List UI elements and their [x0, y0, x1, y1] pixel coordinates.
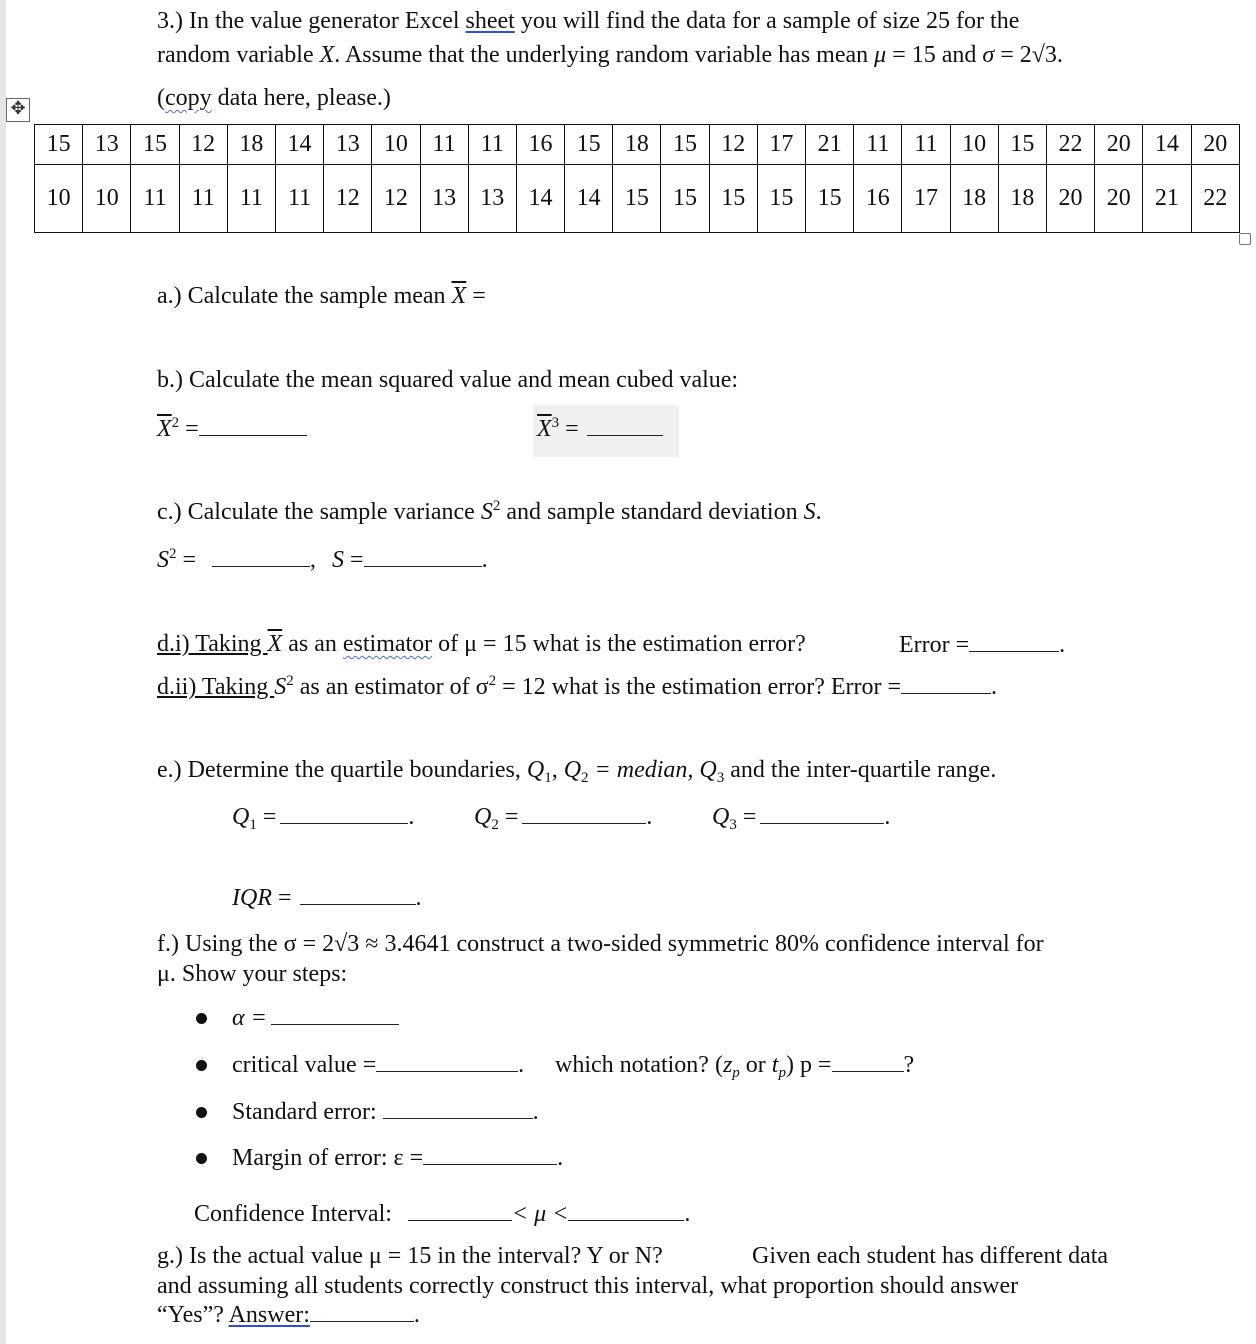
d-i-error: Error = . [899, 629, 1065, 660]
table-cell[interactable]: 20 [1095, 165, 1143, 233]
part-a: a.) Calculate the sample mean $\overline{X}$ = [157, 283, 486, 309]
margin-of-error-blank[interactable] [423, 1142, 557, 1165]
sheet-link[interactable]: sheet [465, 8, 515, 34]
alpha-blank[interactable] [271, 1002, 399, 1025]
table-cell[interactable]: 15 [998, 125, 1046, 165]
q2-field: $Q_2$ = . [474, 801, 652, 832]
table-cell[interactable]: 21 [806, 125, 854, 165]
table-cell[interactable]: 11 [179, 165, 227, 233]
table-cell[interactable]: 15 [35, 125, 83, 165]
part-g-line-3: “Yes”? Answer: . [157, 1299, 420, 1330]
q3-blank[interactable] [760, 801, 884, 824]
standard-error-blank[interactable] [383, 1096, 533, 1119]
table-cell[interactable]: 15 [565, 125, 613, 165]
table-cell[interactable]: 12 [179, 125, 227, 165]
copy-word: copy [165, 85, 212, 111]
critical-value-blank[interactable] [376, 1049, 518, 1072]
table-cell[interactable]: 16 [516, 125, 564, 165]
iqr-field: IQR = . [232, 882, 422, 913]
ci-upper-blank[interactable] [568, 1198, 684, 1221]
table-cell[interactable]: 10 [35, 165, 83, 233]
table-cell[interactable]: 18 [227, 125, 275, 165]
table-resize-handle-icon[interactable] [1239, 233, 1251, 245]
table-cell[interactable]: 12 [324, 165, 372, 233]
margin-of-error-field: Margin of error: ε = . [232, 1142, 563, 1173]
answer-blank[interactable] [310, 1299, 414, 1322]
table-cell[interactable]: 15 [661, 165, 709, 233]
p-blank[interactable] [832, 1049, 904, 1072]
table-cell[interactable]: 13 [83, 125, 131, 165]
table-cell[interactable]: 15 [661, 125, 709, 165]
ci-lower-blank[interactable] [408, 1198, 512, 1221]
mean-squared-blank[interactable] [199, 413, 307, 436]
table-row-1 [35, 125, 1240, 165]
variance-fields: $S^2$ = , S = . [157, 546, 488, 573]
table-cell[interactable]: 15 [613, 165, 661, 233]
bullet-icon [196, 1107, 207, 1118]
table-cell[interactable]: 12 [372, 165, 420, 233]
variance-blank[interactable] [212, 544, 310, 567]
part-e-text: e.) Determine the quartile boundaries, $Q_1$, $Q_2$ = median, $Q_3$ and the inter-quartile range. [157, 757, 997, 786]
table-cell[interactable]: 10 [950, 125, 998, 165]
q3-line-1: 3.) In the value generator Excel sheet you will find the data for a sample of size 25 for the [157, 8, 1020, 34]
part-g-line-1b: Given each student has different data [752, 1243, 1109, 1269]
mean-cubed-field: $\overline{X}^3$ = [537, 413, 663, 444]
part-b-text: b.) Calculate the mean squared value and mean cubed value: [157, 367, 739, 393]
notation-field: which notation? ($z_p$ or $t_p$) p = ? [555, 1049, 914, 1080]
table-cell[interactable]: 11 [227, 165, 275, 233]
bullet-icon [196, 1013, 207, 1024]
table-cell[interactable]: 13 [420, 165, 468, 233]
alpha-field: α = [232, 1002, 399, 1033]
mean-squared-field: $\overline{X}^2$ = [157, 413, 307, 444]
iqr-blank[interactable] [300, 882, 416, 905]
table-cell[interactable]: 21 [1143, 165, 1191, 233]
bullet-icon [196, 1153, 207, 1164]
copy-data-note: (copy data here, please.) [157, 85, 391, 111]
part-f-line-1: f.) Using the σ = 2√3 ≈ 3.4641 construct a two-sided symmetric 80% confidence interval for [157, 931, 1044, 957]
mean-cubed-blank[interactable] [587, 413, 663, 436]
part-d-i: d.i) Taking $\overline{X}$ as an estimator of μ = 15 what is the estimation error? [157, 631, 806, 657]
table-cell[interactable]: 18 [950, 165, 998, 233]
part-c-text: c.) Calculate the sample variance $S^2$ and sample standard deviation S. [157, 498, 822, 525]
table-cell[interactable]: 14 [1143, 125, 1191, 165]
part-f-line-2: μ. Show your steps: [157, 961, 348, 987]
q3-line-2: random variable X. Assume that the underlying random variable has mean μ = 15 and σ = 2√3. [157, 42, 1063, 68]
std-dev-blank[interactable] [364, 544, 482, 567]
table-cell[interactable]: 11 [902, 125, 950, 165]
table-cell[interactable]: 13 [468, 165, 516, 233]
table-cell[interactable]: 11 [131, 165, 179, 233]
d-ii-error-blank[interactable] [901, 671, 991, 694]
table-cell[interactable]: 22 [1191, 165, 1240, 233]
table-cell[interactable]: 15 [757, 165, 805, 233]
table-cell[interactable]: 20 [1046, 165, 1094, 233]
table-cell[interactable]: 11 [275, 165, 323, 233]
table-cell[interactable]: 15 [131, 125, 179, 165]
table-cell[interactable]: 13 [324, 125, 372, 165]
q1-blank[interactable] [280, 801, 408, 824]
table-cell[interactable]: 18 [613, 125, 661, 165]
table-cell[interactable]: 11 [420, 125, 468, 165]
table-cell[interactable]: 16 [854, 165, 902, 233]
table-cell[interactable]: 14 [565, 165, 613, 233]
d-i-error-blank[interactable] [969, 629, 1059, 652]
table-cell[interactable]: 10 [372, 125, 420, 165]
answer-label: Answer: [228, 1302, 310, 1328]
confidence-interval-field: Confidence Interval: < μ < . [194, 1198, 690, 1229]
bullet-icon [196, 1060, 207, 1071]
part-g-line-1a: g.) Is the actual value μ = 15 in the interval? Y or N? [157, 1243, 663, 1269]
table-move-handle-icon[interactable]: ✥ [6, 98, 30, 122]
q3-field: $Q_3$ = . [712, 801, 890, 832]
table-cell[interactable]: 15 [709, 165, 757, 233]
table-cell[interactable]: 18 [998, 165, 1046, 233]
table-cell[interactable]: 12 [709, 125, 757, 165]
q1-field: $Q_1$ = . [232, 801, 414, 832]
table-cell[interactable]: 17 [757, 125, 805, 165]
table-cell[interactable]: 10 [83, 165, 131, 233]
part-d-ii: d.ii) Taking $S^2$ as an estimator of $\sigma^2 = 12$ what is the estimation error? Error = . [157, 673, 998, 700]
table-cell[interactable]: 22 [1046, 125, 1094, 165]
critical-value-field: critical value = . [232, 1049, 524, 1080]
table-cell[interactable]: 17 [902, 165, 950, 233]
table-cell[interactable]: 20 [1191, 125, 1240, 165]
table-row-2 [35, 165, 1240, 233]
table-cell[interactable]: 15 [806, 165, 854, 233]
table-cell[interactable]: 11 [854, 125, 902, 165]
data-table [34, 124, 1240, 233]
table-cell[interactable]: 20 [1095, 125, 1143, 165]
standard-error-field: Standard error: . [232, 1096, 539, 1127]
table-cell[interactable]: 14 [275, 125, 323, 165]
part-g-line-2: and assuming all students correctly construct this interval, what proportion should answer [157, 1273, 1019, 1299]
q2-blank[interactable] [522, 801, 646, 824]
left-margin-bar [0, 0, 6, 1344]
table-cell[interactable]: 14 [516, 165, 564, 233]
table-cell[interactable]: 11 [468, 125, 516, 165]
